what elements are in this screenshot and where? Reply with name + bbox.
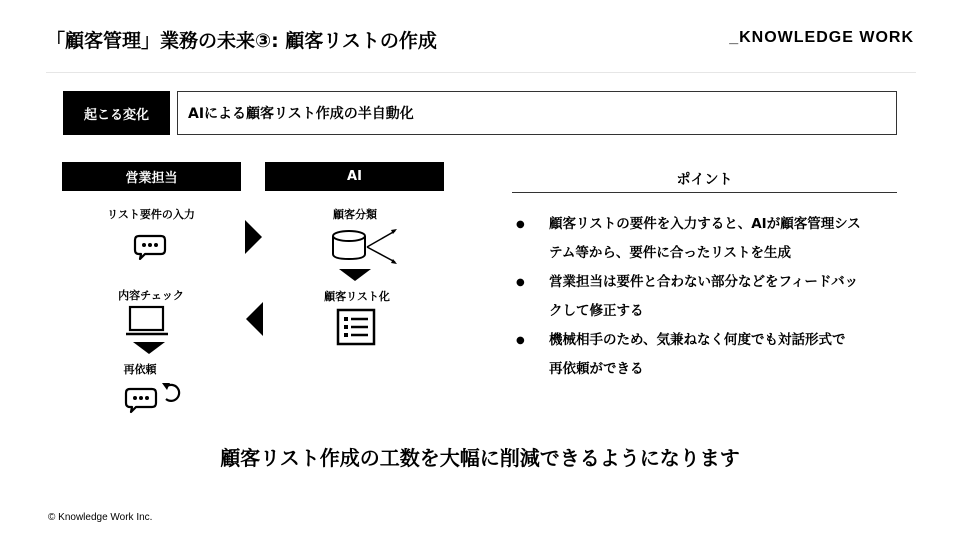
- points-divider: [512, 192, 897, 193]
- page-title: 「顧客管理」業務の未来③: 顧客リストの作成: [46, 30, 437, 52]
- copyright: © Knowledge Work Inc.: [48, 512, 153, 523]
- arrow-down-icon: [133, 342, 165, 355]
- conclusion-text: 顧客リスト作成の工数を大幅に削減できるようになります: [220, 446, 740, 470]
- step-listify: 顧客リスト化: [324, 290, 390, 303]
- column-header-ai: AI: [265, 162, 444, 191]
- laptop-icon: [125, 305, 169, 337]
- list-item: ● 顧客リストの要件を入力すると、AIが顧客管理シス テム等から、要件に合ったリストを生成: [512, 210, 902, 268]
- list-document-icon: [336, 308, 376, 346]
- chat-bubble-icon: [133, 234, 167, 260]
- step-classify: 顧客分類: [333, 208, 377, 221]
- header-divider: [46, 72, 916, 73]
- change-label: 起こる変化: [63, 91, 170, 135]
- brand-logo: _KNOWLEDGE WORK: [729, 29, 914, 46]
- step-review: 内容チェック: [118, 289, 184, 302]
- database-branch-icon: [331, 224, 401, 266]
- arrow-left-icon: [246, 302, 264, 336]
- arrow-down-icon: [339, 269, 371, 282]
- points-list: [512, 210, 902, 384]
- change-description: AIによる顧客リスト作成の半自動化: [177, 91, 897, 135]
- list-item: ● 営業担当は要件と合わない部分などをフィードバッ クして修正する: [512, 268, 902, 326]
- step-input-requirements: リスト要件の入力: [107, 208, 195, 221]
- arrow-right-icon: [245, 220, 263, 254]
- step-re-request: 再依頼: [123, 363, 157, 376]
- points-title: ポイント: [676, 172, 733, 188]
- list-item: ● 機械相手のため、気兼ねなく何度でも対話形式で 再依頼ができる: [512, 326, 902, 384]
- chat-refresh-icon: [124, 380, 186, 414]
- column-header-sales: 営業担当: [62, 162, 241, 191]
